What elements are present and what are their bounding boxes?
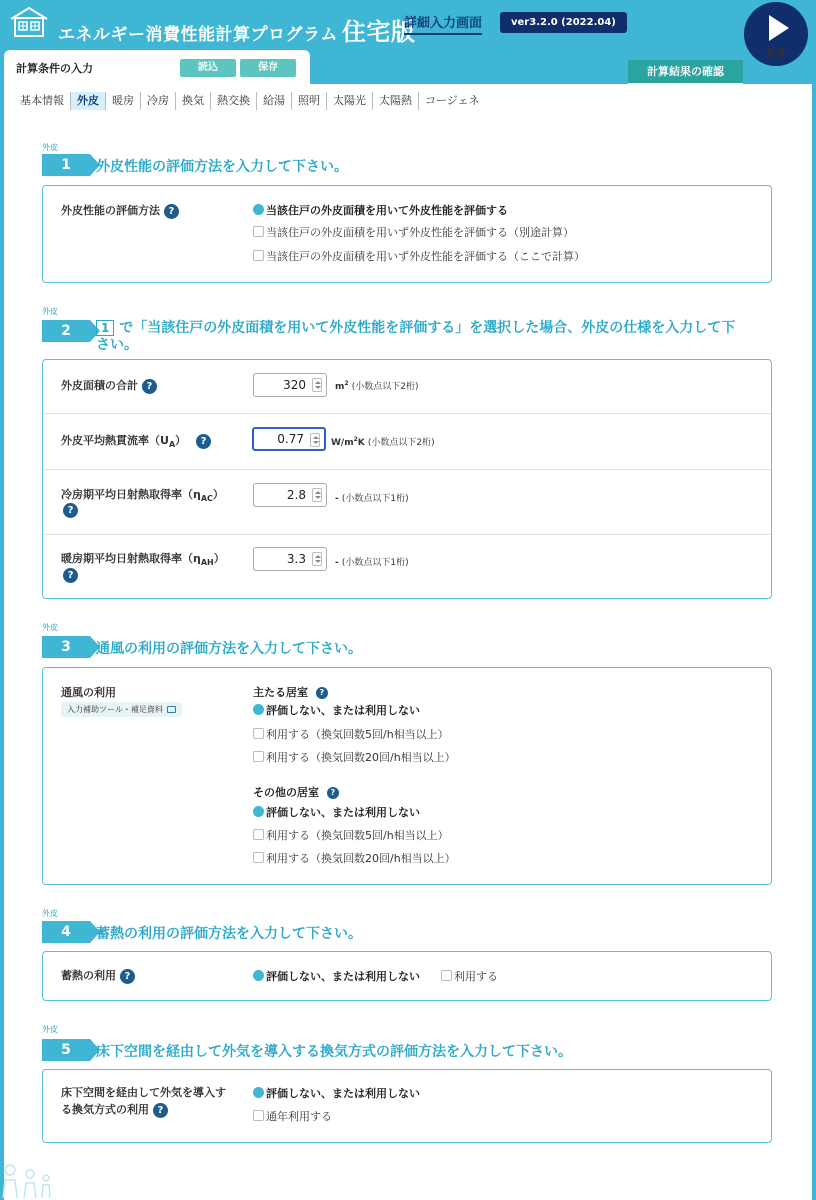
main-room-option-1[interactable] — [253, 702, 420, 718]
category-nav — [14, 92, 486, 110]
nav-item-lighting[interactable]: 照明 — [292, 92, 327, 110]
unit-note: (小数点以下1桁) — [341, 494, 409, 504]
nav-item-basic[interactable]: 基本情報 — [14, 92, 71, 110]
section-2-box — [42, 359, 772, 599]
underfloor-vent-option-2[interactable] — [253, 1108, 332, 1124]
checkbox-icon — [253, 226, 264, 237]
unit-after: K — [357, 438, 365, 448]
eta-ac-value: 2.8 — [286, 488, 306, 502]
row-divider — [43, 413, 771, 414]
checkbox-icon — [253, 852, 264, 863]
heat-storage-option-1[interactable] — [253, 968, 420, 984]
option-label: 評価しない、または利用しない — [266, 704, 420, 717]
heat-storage-option-2[interactable] — [441, 968, 498, 984]
section-1-category: 外皮 — [42, 143, 58, 152]
radio-selected-icon — [253, 806, 264, 817]
section-2-title-line1: で「当該住戸の外皮面積を用いて外皮性能を評価する」を選択した場合、外皮の仕様を入力して下 — [119, 320, 736, 336]
ua-label — [61, 432, 211, 449]
option-label: 通年利用する — [266, 1110, 332, 1123]
unit-main: W/m — [331, 438, 354, 448]
section-3-category: 外皮 — [42, 623, 58, 632]
radio-selected-icon — [253, 204, 264, 215]
section-2-category: 外皮 — [42, 307, 58, 316]
help-icon[interactable]: ? — [63, 503, 78, 518]
nav-item-heat-exchange[interactable]: 熱交換 — [211, 92, 257, 110]
tab-calculation-conditions[interactable] — [4, 50, 310, 86]
section-4-title: 蓄熱の利用の評価方法を入力して下さい。 — [96, 926, 362, 942]
calculate-button-label: 計算 — [766, 49, 786, 60]
main-room-option-2[interactable] — [253, 726, 449, 742]
ua-value: 0.77 — [277, 432, 304, 446]
nav-item-envelope[interactable]: 外皮 — [71, 92, 106, 110]
section-5-title: 床下空間を経由して外気を導入する換気方式の評価方法を入力して下さい。 — [96, 1044, 572, 1060]
radio-selected-icon — [253, 1087, 264, 1098]
option-label: 評価しない、または利用しない — [266, 806, 420, 819]
main-panel — [4, 84, 812, 1200]
house-logo-icon — [8, 5, 50, 39]
help-icon[interactable]: ? — [196, 434, 211, 449]
envelope-method-option-2[interactable] — [253, 224, 574, 240]
section-ref-badge[interactable]: 1 — [96, 320, 114, 336]
checkbox-icon — [253, 1110, 264, 1121]
option-label: 評価しない、または利用しない — [266, 1087, 420, 1100]
app-title-edition: 住宅版 — [341, 18, 416, 46]
envelope-area-value: 320 — [283, 378, 306, 392]
save-button[interactable]: 保存 — [240, 59, 296, 77]
people-decoration-icon — [0, 1160, 56, 1200]
nav-item-solar-pv[interactable]: 太陽光 — [327, 92, 373, 110]
option-label: 評価しない、または利用しない — [266, 970, 420, 983]
spinner-arrows-icon[interactable] — [310, 433, 320, 447]
main-room-option-3[interactable] — [253, 749, 456, 765]
radio-selected-icon — [253, 704, 264, 715]
nav-item-hot-water[interactable]: 給湯 — [257, 92, 292, 110]
underfloor-vent-label-line1: 床下空間を経由して外気を導入す — [61, 1086, 226, 1099]
heat-storage-label — [61, 967, 135, 984]
option-label: 利用する（換気回数20回/h相当以上） — [266, 751, 456, 764]
ua-label-post: ） — [175, 434, 187, 447]
read-button[interactable]: 読込 — [180, 59, 236, 77]
input-helper-link[interactable] — [61, 702, 182, 717]
ventilation-use-label: 通風の利用 — [61, 686, 116, 699]
row-divider — [43, 534, 771, 535]
heat-storage-label-text: 蓄熱の利用 — [61, 969, 116, 982]
eta-ah-label-sub: AH — [200, 558, 214, 568]
help-icon[interactable]: ? — [63, 568, 78, 583]
tab-calculation-results[interactable]: 計算結果の確認 — [628, 60, 743, 86]
nav-item-heating[interactable]: 暖房 — [106, 92, 141, 110]
help-icon[interactable]: ? — [153, 1103, 168, 1118]
play-icon — [769, 15, 789, 41]
ua-label-sub: A — [168, 440, 176, 450]
main-room-heading — [253, 684, 328, 700]
checkbox-icon — [441, 970, 452, 981]
row-divider — [43, 469, 771, 470]
ua-label-pre: 外皮平均熱貫流率（U — [61, 434, 169, 447]
eta-ah-value: 3.3 — [286, 552, 306, 566]
app-title — [58, 12, 415, 47]
unit-superscript: 2 — [353, 436, 358, 443]
envelope-area-unit — [335, 379, 418, 392]
underfloor-vent-label — [61, 1084, 226, 1118]
help-icon[interactable]: ? — [316, 687, 328, 699]
underfloor-vent-label-line2: る換気方式の利用 — [61, 1103, 149, 1116]
section-1-number: 1 — [42, 154, 90, 176]
version-badge: ver3.2.0 (2022.04) — [500, 12, 627, 33]
nav-item-cogeneration[interactable]: コージェネ — [425, 94, 480, 107]
section-4-number: 4 — [42, 921, 90, 943]
other-room-option-1[interactable] — [253, 804, 420, 820]
detail-input-link[interactable]: 詳細入力画面 — [404, 12, 482, 35]
main-room-heading-text: 主たる居室 — [253, 686, 308, 699]
section-5-box — [42, 1069, 772, 1143]
nav-item-ventilation[interactable]: 換気 — [176, 92, 211, 110]
eta-ah-input[interactable] — [253, 547, 327, 571]
envelope-eval-method-label-text: 外皮性能の評価方法 — [61, 204, 160, 217]
option-label: 当該住戸の外皮面積を用いて外皮性能を評価する — [266, 204, 508, 217]
envelope-area-label — [61, 377, 157, 394]
other-room-option-3[interactable] — [253, 850, 456, 866]
help-icon[interactable]: ? — [164, 204, 179, 219]
app-header — [0, 0, 816, 50]
option-label: 当該住戸の外皮面積を用いず外皮性能を評価する（ここで計算） — [266, 250, 585, 263]
eta-ah-label — [61, 550, 225, 567]
section-2-title-line2: さい。 — [96, 337, 138, 353]
spinner-arrows-icon[interactable] — [312, 488, 322, 502]
nav-item-solar-thermal[interactable]: 太陽熱 — [373, 92, 419, 110]
envelope-area-label-text: 外皮面積の合計 — [61, 379, 138, 392]
ua-unit — [331, 435, 435, 448]
option-label: 利用する（換気回数5回/h相当以上） — [266, 829, 449, 842]
option-label: 利用する — [454, 970, 498, 983]
unit-note: (小数点以下2桁) — [351, 382, 419, 392]
section-1-box — [42, 185, 772, 283]
section-5-category: 外皮 — [42, 1025, 58, 1034]
eta-ac-label-sub: AC — [200, 494, 213, 504]
help-icon[interactable]: ? — [120, 969, 135, 984]
checkbox-icon — [253, 728, 264, 739]
section-4-category: 外皮 — [42, 909, 58, 918]
section-1-title: 外皮性能の評価方法を入力して下さい。 — [96, 159, 348, 175]
spinner-arrows-icon[interactable] — [312, 552, 322, 566]
unit-note: (小数点以下1桁) — [341, 558, 409, 568]
eta-ah-unit — [335, 555, 409, 568]
underfloor-vent-option-1[interactable] — [253, 1085, 420, 1101]
eta-ah-label-post: ） — [213, 552, 225, 565]
unit-note: (小数点以下2桁) — [367, 438, 435, 448]
section-3-box — [42, 667, 772, 885]
envelope-method-option-1[interactable] — [253, 202, 508, 218]
other-room-option-2[interactable] — [253, 827, 449, 843]
checkbox-icon — [253, 751, 264, 762]
eta-ac-label-pre: 冷房期平均日射熱取得率（η — [61, 488, 201, 501]
envelope-area-input[interactable] — [253, 373, 327, 397]
option-label: 利用する（換気回数5回/h相当以上） — [266, 728, 449, 741]
other-room-heading — [253, 784, 339, 800]
section-2-title — [96, 320, 776, 354]
option-label: 当該住戸の外皮面積を用いず外皮性能を評価する（別途計算） — [266, 226, 574, 239]
checkbox-icon — [253, 829, 264, 840]
eta-ac-input[interactable] — [253, 483, 327, 507]
envelope-method-option-3[interactable] — [253, 248, 585, 264]
ua-input[interactable] — [252, 427, 326, 451]
input-helper-text: 入力補助ツール・補足資料 — [67, 705, 163, 714]
nav-item-cooling[interactable]: 冷房 — [141, 92, 176, 110]
envelope-eval-method-label — [61, 202, 179, 219]
unit-main: - — [335, 558, 339, 568]
radio-selected-icon — [253, 970, 264, 981]
unit-main: m — [335, 382, 345, 392]
chat-bubble-icon — [167, 706, 176, 713]
tab-calculation-conditions-label: 計算条件の入力 — [16, 62, 93, 75]
section-3-number: 3 — [42, 636, 90, 658]
section-5-number: 5 — [42, 1039, 90, 1061]
checkbox-icon — [253, 250, 264, 261]
eta-ac-unit — [335, 491, 409, 504]
section-3-title: 通風の利用の評価方法を入力して下さい。 — [96, 641, 362, 657]
help-icon[interactable]: ? — [142, 379, 157, 394]
app-title-main: エネルギー消費性能計算プログラム — [58, 25, 338, 45]
option-label: 利用する（換気回数20回/h相当以上） — [266, 852, 456, 865]
unit-superscript: 2 — [344, 380, 349, 387]
calculate-button[interactable] — [744, 2, 808, 66]
section-4-box — [42, 951, 772, 1001]
eta-ah-label-pre: 暖房期平均日射熱取得率（η — [61, 552, 201, 565]
unit-main: - — [335, 494, 339, 504]
spinner-arrows-icon[interactable] — [312, 378, 322, 392]
eta-ac-label-post: ） — [212, 488, 224, 501]
other-room-heading-text: その他の居室 — [253, 786, 319, 799]
eta-ac-label — [61, 486, 224, 503]
help-icon[interactable]: ? — [327, 787, 339, 799]
section-2-number: 2 — [42, 320, 90, 342]
